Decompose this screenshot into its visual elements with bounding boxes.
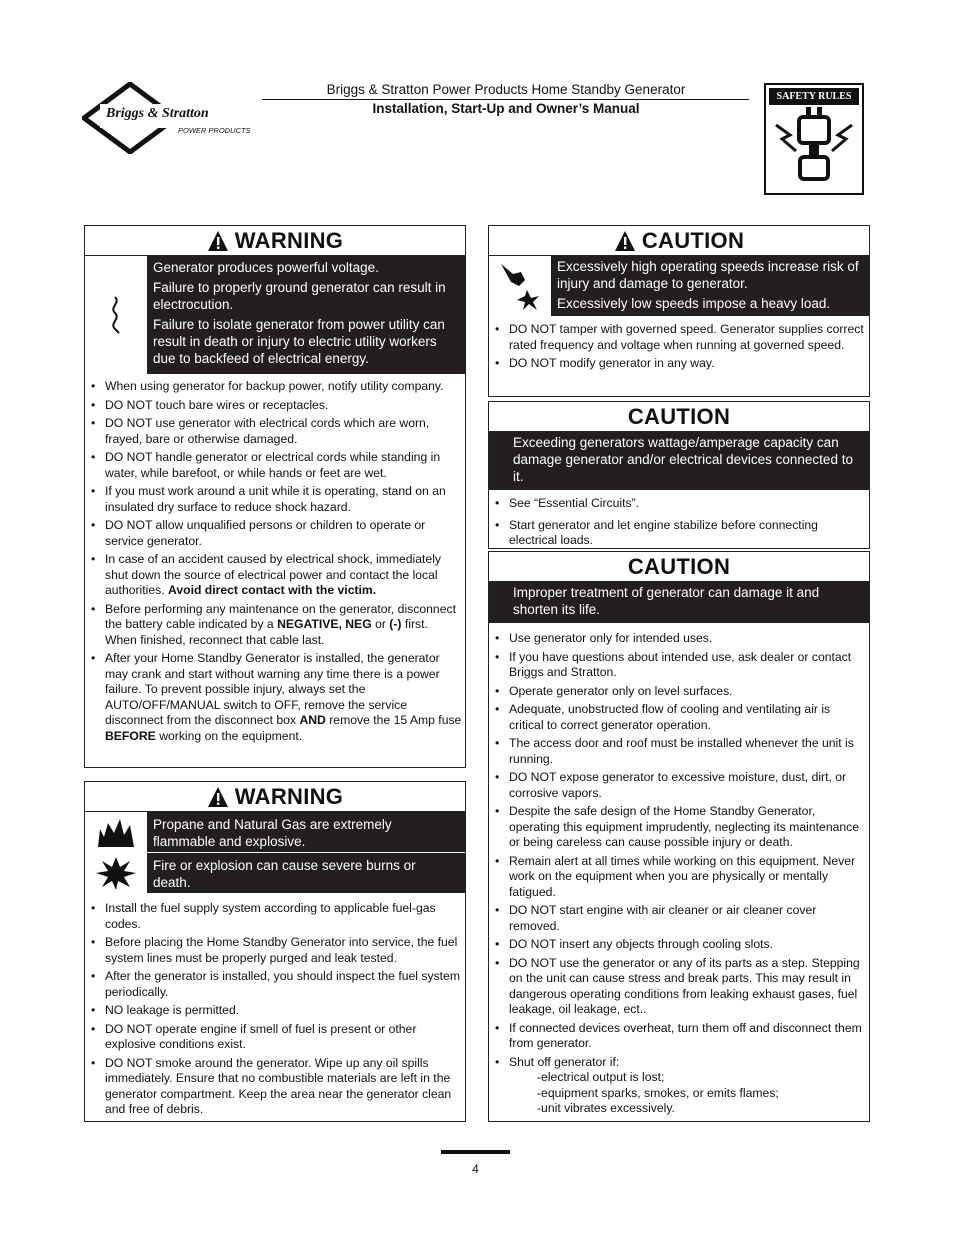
list-item-text: Before performing any maintenance on the generator, disconnect the battery cable indicated by a	[105, 601, 456, 631]
list-item: • If you must work around a unit while it is operating, stand on an insulated dry surface to reduce shock hazard.	[87, 484, 463, 515]
warning-fuel-box	[84, 781, 466, 1122]
caution-capacity-list	[489, 490, 869, 549]
list-item-text: first. When finished, reconnect that cable last.	[105, 617, 428, 647]
list-item-text: or	[375, 617, 386, 631]
list-item: • After the generator is installed, you should inspect the fuel system periodically.	[87, 969, 463, 1000]
caution-treatment-header	[489, 552, 869, 582]
fire-icon	[85, 812, 147, 852]
hazard-text: Exceeding generators wattage/amperage capacity can damage generator and/or electrical devices connected to it.	[489, 432, 869, 490]
list-item-emphasis: NEGATIVE, NEG	[277, 617, 372, 631]
caution-treatment-box	[488, 551, 870, 1122]
warning-fuel-header	[85, 782, 465, 812]
header-subtitle: Installation, Start-Up and Owner’s Manual	[372, 101, 640, 116]
caution-speed-header	[489, 226, 869, 256]
warning-electrical-hazard-panel	[85, 256, 465, 374]
warning-electrical-list	[85, 374, 465, 744]
caution-capacity-box	[488, 401, 870, 549]
list-item-text: After your Home Standby Generator is installed, the generator may crank and start without warning any time there is a power failure. To prevent possible injury, always set the AUTO/OFF/MANUAL switch to OFF, remove the service disconnect from the disconnect box	[105, 651, 440, 727]
warning-fuel-title: WARNING	[234, 783, 344, 809]
hazard-text: Generator produces powerful voltage.	[153, 260, 379, 275]
caution-speed-title: CAUTION	[641, 227, 745, 253]
list-item: • DO NOT insert any objects through cooling slots.	[491, 937, 867, 953]
hand-injury-icon	[489, 256, 551, 316]
list-item	[491, 1055, 867, 1117]
list-item-text: working on the equipment.	[159, 728, 303, 743]
list-item: • DO NOT allow unqualified persons or children to operate or service generator.	[87, 518, 463, 549]
hazard-text: Failure to isolate generator from power utility can result in death or injury to electric utility workers due to backfeed of electrical energy.	[153, 317, 445, 366]
safety-rules-badge	[764, 83, 864, 195]
hazard-text: Improper treatment of generator can damage it and shorten its life.	[489, 582, 869, 623]
list-item: • Operate generator only on level surfaces.	[491, 684, 867, 700]
hazard-text: Fire or explosion can cause severe burns or death.	[147, 853, 465, 893]
list-item: • DO NOT touch bare wires or receptacles.	[87, 398, 463, 414]
list-item: • DO NOT operate engine if smell of fuel is present or other explosive conditions exist.	[87, 1022, 463, 1053]
warning-triangle-icon	[207, 786, 229, 808]
list-item: • When using generator for backup power, notify utility company.	[87, 379, 463, 395]
list-item-emphasis: (-)	[389, 617, 402, 631]
warning-triangle-icon	[614, 230, 636, 252]
list-item: • The access door and roof must be installed whenever the unit is running.	[491, 736, 867, 767]
logo-text: Briggs & Stratton	[106, 106, 209, 121]
warning-fuel-list	[85, 893, 465, 1118]
list-item: • If connected devices overheat, turn them off and disconnect them from generator.	[491, 1021, 867, 1052]
list-item: • If you have questions about intended use, ask dealer or contact Briggs and Stratton.	[491, 650, 867, 681]
warning-fuel-hazard-row	[85, 812, 465, 853]
list-item: • NO leakage is permitted.	[87, 1003, 463, 1019]
brand-logo	[82, 82, 257, 154]
list-item: • Remain alert at all times while working on this equipment. Never work on the equipment when you are physically or mentally fatigued.	[491, 854, 867, 901]
list-item: • Despite the safe design of the Home Standby Generator, operating this equipment imprudently, neglecting its maintenance or being careless can cause possible injury or death.	[491, 804, 867, 851]
warning-electrical-box	[84, 225, 466, 768]
caution-capacity-title: CAUTION	[627, 403, 731, 429]
warning-electrical-header	[85, 226, 465, 256]
list-item: • See “Essential Circuits”.	[491, 496, 867, 512]
list-item: • Adequate, unobstructed flow of cooling and ventilating air is critical to correct generator operation.	[491, 702, 867, 733]
caution-treatment-list	[489, 623, 869, 1117]
list-item-emphasis: Avoid direct contact with the victim.	[168, 583, 377, 597]
header-title: Briggs & Stratton Power Products Home Standby Generator	[326, 82, 686, 97]
list-item: • Install the fuel supply system according to applicable fuel-gas codes.	[87, 901, 463, 932]
list-item: • DO NOT use the generator or any of its parts as a step. Stepping on the unit can cause stress and break parts. This may result in dangerous operating conditions from leaking exhaust gases, fuel leakage, oil leakage, ect..	[491, 956, 867, 1018]
warning-electrical-title: WARNING	[234, 227, 344, 253]
header-rule	[262, 99, 749, 100]
list-item-text: remove the 15 Amp fuse	[329, 713, 462, 727]
hazard-text: Excessively low speeds impose a heavy load.	[557, 296, 831, 311]
sub-item: -unit vibrates excessively.	[537, 1101, 675, 1115]
list-item-emphasis: AND	[299, 713, 326, 727]
list-item	[87, 552, 463, 599]
logo-subtext: POWER PRODUCTS	[178, 126, 251, 135]
page-number: 4	[472, 1162, 479, 1176]
caution-speed-list	[489, 316, 869, 372]
list-item: • DO NOT handle generator or electrical cords while standing in water, while barefoot, or while hands or feet are wet.	[87, 450, 463, 481]
list-item	[87, 602, 463, 649]
caution-capacity-header	[489, 402, 869, 432]
list-item: • DO NOT use generator with electrical cords which are worn, frayed, bare or otherwise damaged.	[87, 416, 463, 447]
sub-item: -equipment sparks, smokes, or emits flames;	[537, 1085, 779, 1100]
list-item: • DO NOT start engine with air cleaner or air cleaner cover removed.	[491, 903, 867, 934]
list-item-text: • Shut off generator if:	[509, 1054, 620, 1069]
warning-triangle-icon	[207, 230, 229, 252]
caution-speed-box	[488, 225, 870, 397]
list-item: • Use generator only for intended uses.	[491, 631, 867, 647]
hazard-text: Excessively high operating speeds increase risk of injury and damage to generator.	[557, 259, 859, 291]
caution-treatment-title: CAUTION	[627, 553, 731, 579]
hazard-text: Failure to properly ground generator can result in electrocution.	[153, 280, 446, 312]
safety-rules-label: SAFETY RULES	[769, 88, 859, 105]
list-item: • Start generator and let engine stabilize before connecting electrical loads.	[491, 518, 867, 549]
list-item: • DO NOT smoke around the generator. Wipe up any oil spills immediately. Ensure that no combustible materials are left in the generator compartment. Keep the area near the generator clean and free of debris.	[87, 1056, 463, 1118]
list-item: • DO NOT modify generator in any way.	[491, 356, 867, 372]
list-item: • Before placing the Home Standby Generator into service, the fuel system lines must be properly purged and leak tested.	[87, 935, 463, 966]
list-item: • DO NOT tamper with governed speed. Generator supplies correct rated frequency and voltage when running at governed speed.	[491, 322, 867, 353]
caution-speed-hazard-panel	[489, 256, 869, 316]
sub-item: -electrical output is lost;	[537, 1070, 665, 1084]
list-item	[87, 651, 463, 744]
list-item-emphasis: BEFORE	[105, 728, 156, 743]
hazard-text: Propane and Natural Gas are extremely flammable and explosive.	[147, 812, 465, 852]
electric-shock-icon	[85, 256, 147, 374]
explosion-icon	[85, 853, 147, 893]
footer-bar	[441, 1150, 510, 1154]
list-item: • DO NOT expose generator to excessive moisture, dust, dirt, or corrosive vapors.	[491, 770, 867, 801]
list-item-text: In case of an accident caused by electrical shock, immediately shut down the source of electrical power and contact the local authorities.	[105, 552, 442, 597]
plug-shock-icon	[766, 105, 862, 185]
warning-fuel-hazard-row	[85, 853, 465, 893]
